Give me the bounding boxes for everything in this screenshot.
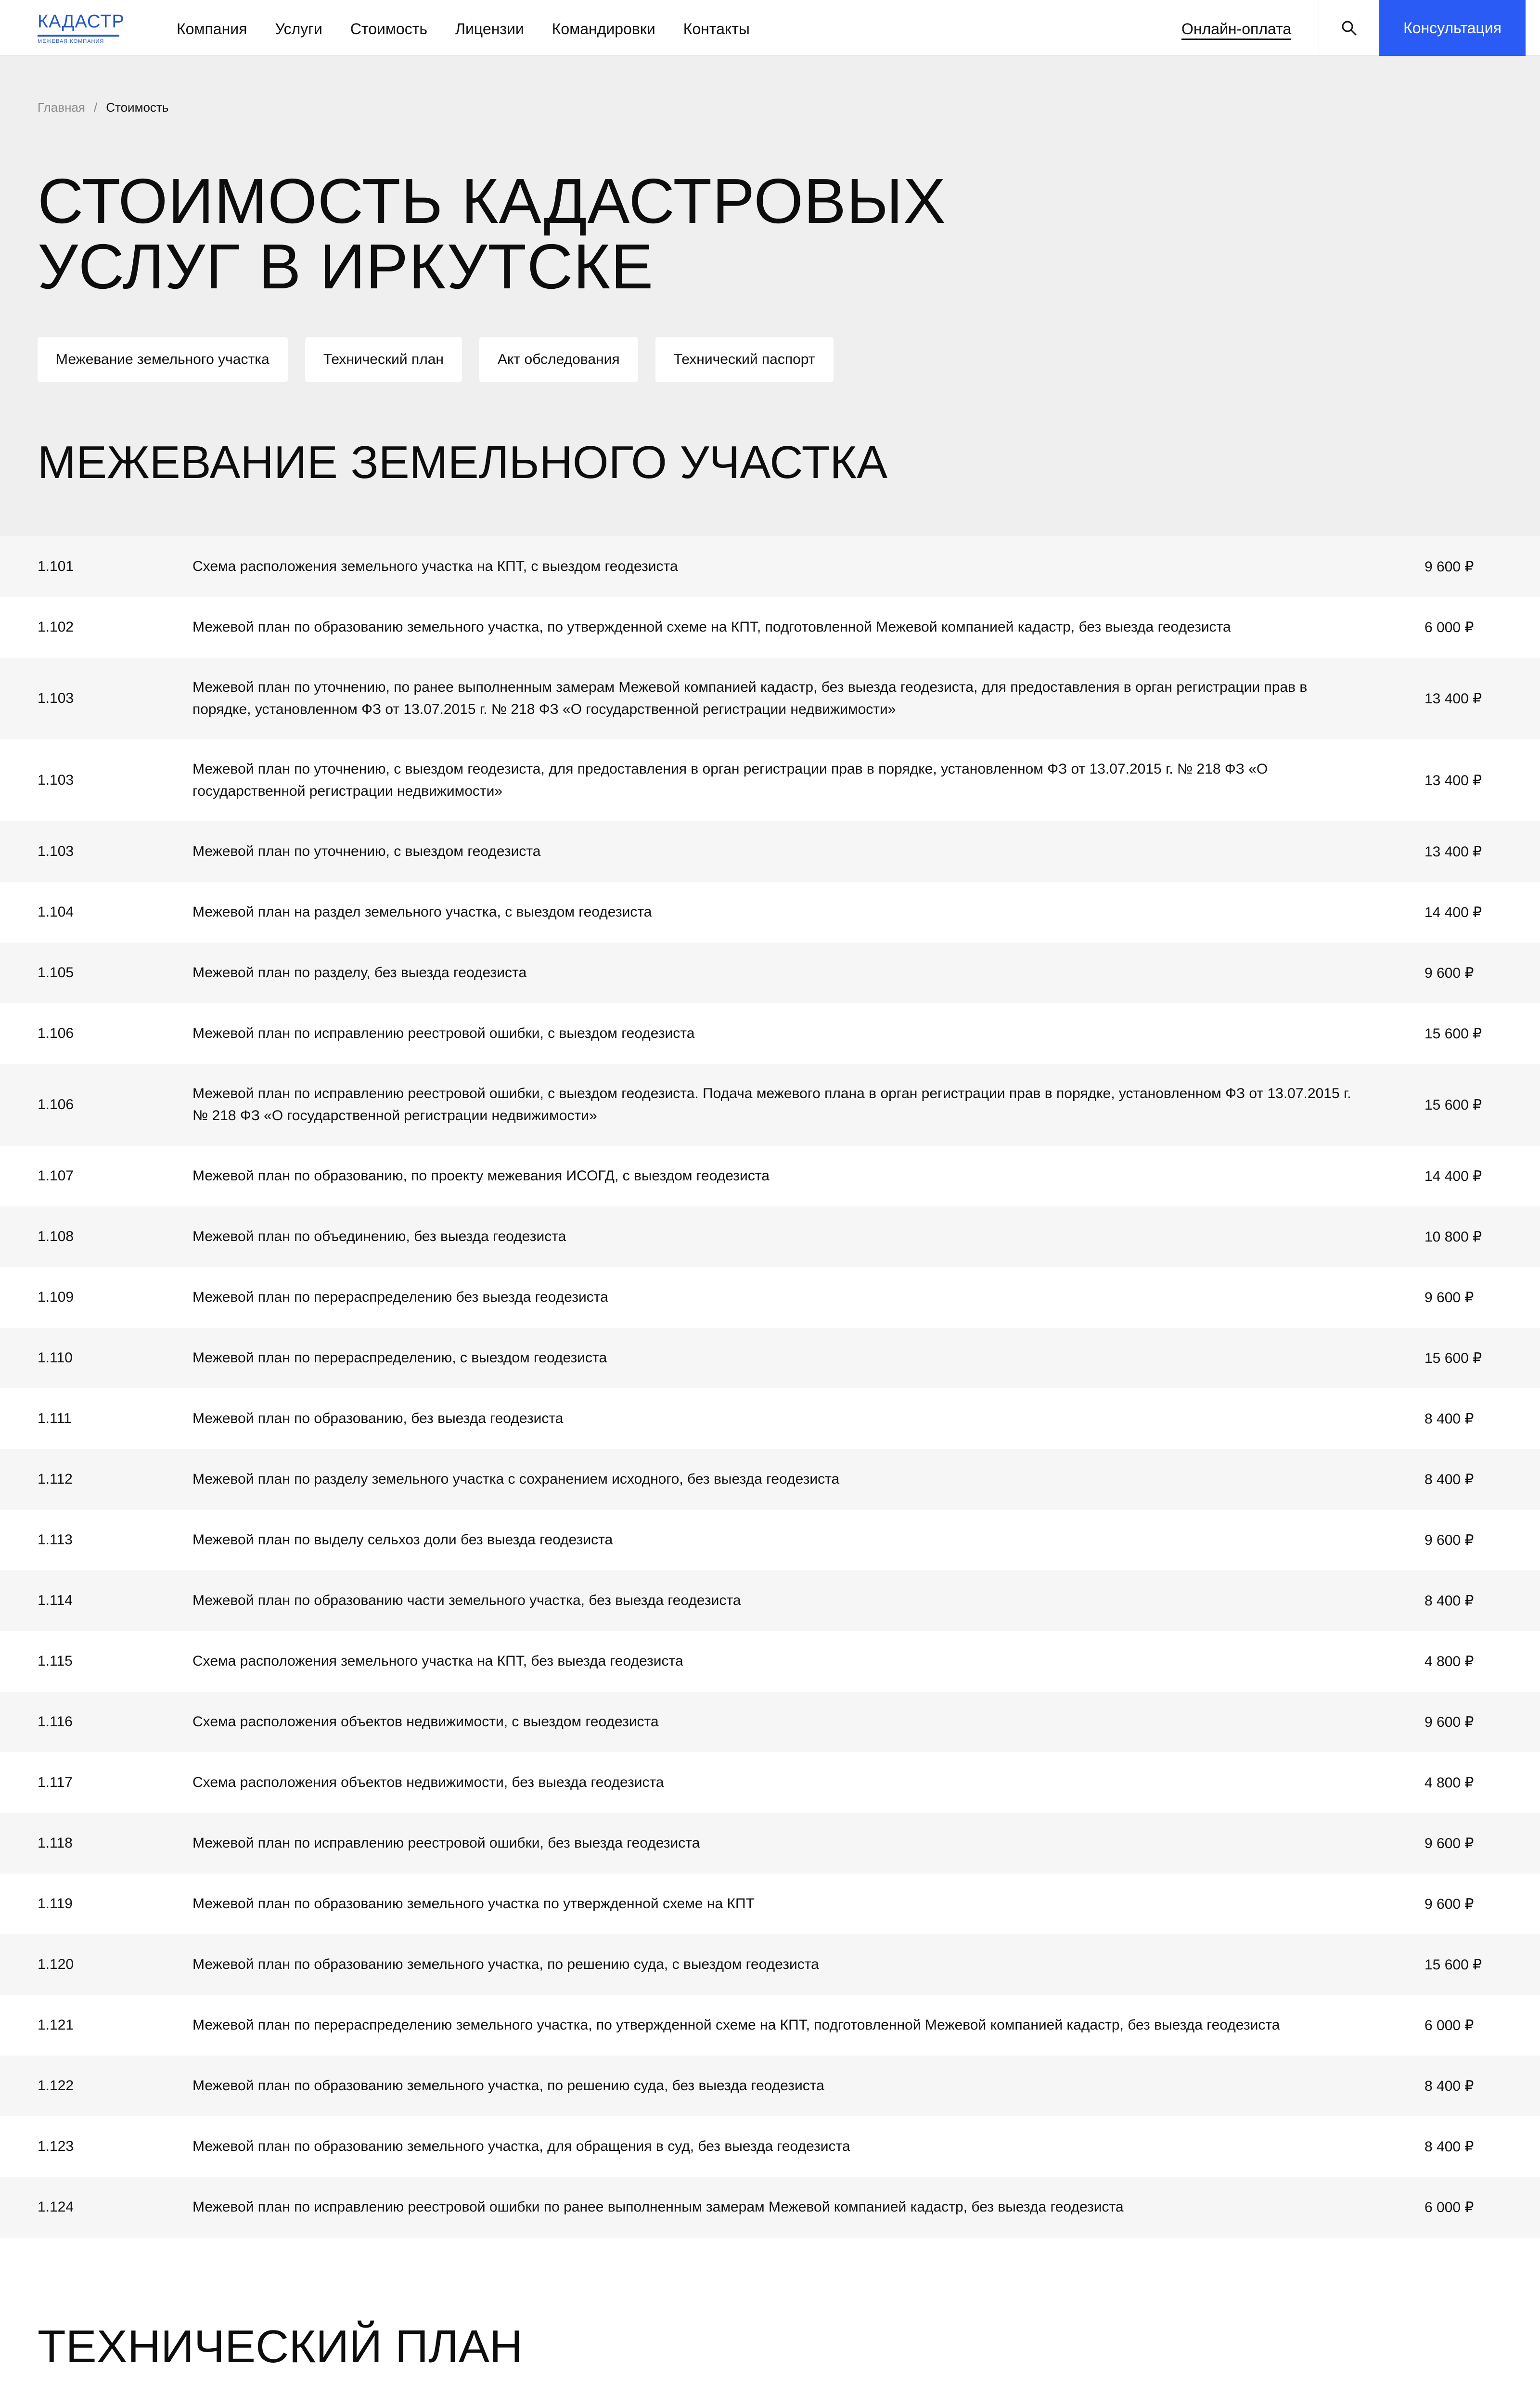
table-row[interactable] [0, 943, 1540, 1003]
online-payment-link[interactable]: Онлайн-оплата [1181, 19, 1291, 40]
category-filters [38, 337, 851, 382]
service-price: 15 600 ₽ [1424, 1956, 1482, 1973]
table-row[interactable] [0, 2177, 1540, 2238]
service-price: 6 000 ₽ [1424, 619, 1474, 635]
service-description: Межевой план по разделу, без выезда геодезиста [192, 965, 527, 981]
filter-land-survey[interactable]: Межевание земельного участка [38, 337, 288, 382]
table-row[interactable] [0, 1388, 1540, 1449]
service-description: Межевой план по образованию, по проекту межевания ИСОГД, с выездом геодезиста [192, 1168, 770, 1184]
filter-technical-plan[interactable]: Технический план [305, 337, 462, 382]
table-row[interactable] [0, 597, 1540, 658]
service-description: Межевой план по перераспределению земельного участка, по утвержденной схеме на КПТ, подготовленной Межевой компанией кадастр, без выезда геодезиста [192, 2017, 1280, 2033]
service-price: 4 800 ₽ [1424, 1774, 1474, 1791]
service-description: Межевой план по образованию земельного участка, для обращения в суд, без выезда геодезиста [192, 2138, 850, 2154]
service-description: Межевой план по перераспределению без выезда геодезиста [192, 1289, 608, 1305]
service-code: 1.122 [38, 2078, 74, 2094]
service-price: 9 600 ₽ [1424, 558, 1474, 575]
service-description: Межевой план по разделу земельного участка с сохранением исходного, без выезда геодезиста [192, 1471, 840, 1487]
table-row[interactable] [0, 1206, 1540, 1267]
service-code: 1.113 [38, 1532, 73, 1548]
consultation-button[interactable]: Консультация [1379, 0, 1526, 56]
price-table-land-survey [0, 536, 1540, 2238]
service-code: 1.104 [38, 904, 74, 920]
nav-item-prices[interactable]: Стоимость [350, 20, 428, 38]
site-header [0, 0, 1540, 56]
service-price: 13 400 ₽ [1424, 690, 1482, 707]
table-row[interactable] [0, 1328, 1540, 1388]
table-row[interactable] [0, 882, 1540, 943]
service-description: Межевой план по объединению, без выезда геодезиста [192, 1229, 566, 1244]
table-row[interactable] [0, 1003, 1540, 1064]
service-code: 1.120 [38, 1956, 74, 1972]
service-code: 1.106 [38, 1097, 74, 1113]
service-description: Межевой план по образованию части земельного участка, без выезда геодезиста [192, 1592, 741, 1608]
service-code: 1.105 [38, 965, 74, 981]
service-description: Межевой план по уточнению, с выездом геодезиста [192, 843, 541, 859]
service-description: Межевой план по образованию земельного участка по утвержденной схеме на КПТ [192, 1896, 755, 1912]
service-price: 9 600 ₽ [1424, 1835, 1474, 1851]
table-row[interactable] [0, 1510, 1540, 1570]
service-description: Схема расположения земельного участка на КПТ, с выездом геодезиста [192, 558, 678, 574]
table-row[interactable] [0, 1631, 1540, 1692]
service-code: 1.119 [38, 1896, 73, 1912]
service-code: 1.112 [38, 1471, 73, 1487]
service-code: 1.101 [38, 558, 74, 574]
section-title-technical-plan: ТЕХНИЧЕСКИЙ ПЛАН [38, 2321, 523, 2372]
service-code: 1.103 [38, 772, 74, 788]
service-description: Схема расположения объектов недвижимости, без выезда геодезиста [192, 1774, 664, 1790]
table-row[interactable] [0, 2116, 1540, 2177]
service-code: 1.123 [38, 2138, 74, 2154]
service-price: 15 600 ₽ [1424, 1350, 1482, 1366]
service-description: Межевой план по образованию земельного участка, по утвержденной схеме на КПТ, подготовленной Межевой компанией кадастр, без выезда геодезиста [192, 619, 1231, 635]
service-code: 1.124 [38, 2199, 74, 2215]
nav-item-company[interactable]: Компания [177, 20, 247, 38]
service-description: Межевой план по исправлению реестровой ошибки, без выезда геодезиста [192, 1835, 700, 1851]
service-price: 13 400 ₽ [1424, 843, 1482, 860]
breadcrumb-home[interactable]: Главная [38, 100, 85, 115]
table-row[interactable] [0, 1813, 1540, 1874]
breadcrumb [38, 100, 168, 115]
nav-item-trips[interactable]: Командировки [552, 20, 655, 38]
service-price: 8 400 ₽ [1424, 1471, 1474, 1488]
table-row[interactable] [0, 1064, 1540, 1146]
nav-item-services[interactable]: Услуги [275, 20, 322, 38]
service-code: 1.117 [38, 1774, 73, 1790]
table-row[interactable] [0, 1449, 1540, 1510]
table-row[interactable] [0, 1752, 1540, 1813]
service-code: 1.103 [38, 843, 74, 859]
service-price: 8 400 ₽ [1424, 2078, 1474, 2094]
logo-text: КАДАСТР [38, 9, 119, 37]
service-price: 6 000 ₽ [1424, 2199, 1474, 2215]
service-code: 1.110 [38, 1350, 73, 1366]
service-description: Межевой план по перераспределению, с выездом геодезиста [192, 1350, 607, 1366]
service-price: 9 600 ₽ [1424, 1714, 1474, 1730]
service-description: Межевой план по уточнению, с выездом геодезиста, для предоставления в орган регистрации прав в порядке, установленном ФЗ от 13.07.2015 г. № 218 ФЗ «О государственной регистрации недвижимости» [192, 761, 1268, 799]
service-code: 1.114 [38, 1592, 73, 1608]
service-description: Межевой план по исправлению реестровой ошибки, с выездом геодезиста [192, 1025, 695, 1041]
service-code: 1.116 [38, 1714, 73, 1730]
service-code: 1.103 [38, 690, 74, 706]
service-code: 1.115 [38, 1653, 73, 1669]
service-code: 1.109 [38, 1289, 74, 1305]
table-row[interactable] [0, 1934, 1540, 1995]
service-description: Межевой план по выделу сельхоз доли без выезда геодезиста [192, 1532, 613, 1548]
logo[interactable] [38, 9, 125, 45]
service-price: 10 800 ₽ [1424, 1229, 1482, 1245]
service-price: 8 400 ₽ [1424, 2138, 1474, 2155]
service-description: Межевой план на раздел земельного участка, с выездом геодезиста [192, 904, 652, 920]
service-price: 9 600 ₽ [1424, 1896, 1474, 1912]
service-code: 1.111 [38, 1411, 72, 1426]
nav-item-contacts[interactable]: Контакты [683, 20, 750, 38]
service-price: 4 800 ₽ [1424, 1653, 1474, 1669]
table-row[interactable] [0, 1874, 1540, 1934]
service-price: 14 400 ₽ [1424, 1168, 1482, 1184]
table-row[interactable] [0, 1692, 1540, 1752]
table-row[interactable] [0, 739, 1540, 821]
service-price: 8 400 ₽ [1424, 1411, 1474, 1427]
table-row[interactable] [0, 1995, 1540, 2056]
service-price: 6 000 ₽ [1424, 2017, 1474, 2033]
service-price: 9 600 ₽ [1424, 1289, 1474, 1306]
service-code: 1.106 [38, 1025, 74, 1041]
service-price: 15 600 ₽ [1424, 1097, 1482, 1113]
breadcrumb-separator: / [93, 100, 98, 115]
service-price: 9 600 ₽ [1424, 1532, 1474, 1548]
table-row[interactable] [0, 658, 1540, 739]
breadcrumb-current: Стоимость [106, 100, 169, 115]
service-price: 13 400 ₽ [1424, 772, 1482, 789]
service-code: 1.108 [38, 1229, 74, 1244]
service-code: 1.121 [38, 2017, 74, 2033]
main-nav [177, 19, 778, 39]
service-description: Межевой план по образованию земельного участка, по решению суда, без выезда геодезиста [192, 2078, 824, 2094]
service-price: 9 600 ₽ [1424, 965, 1474, 981]
service-code: 1.118 [38, 1835, 73, 1851]
search-button[interactable] [1319, 0, 1379, 56]
table-row[interactable] [0, 1146, 1540, 1206]
search-icon [1341, 20, 1357, 36]
service-price: 8 400 ₽ [1424, 1592, 1474, 1609]
service-description: Межевой план по образованию, без выезда геодезиста [192, 1411, 564, 1426]
service-description: Межевой план по образованию земельного участка, по решению суда, с выездом геодезиста [192, 1956, 819, 1972]
table-row[interactable] [0, 821, 1540, 882]
service-description: Межевой план по исправлению реестровой ошибки по ранее выполненным замерам Межевой компанией кадастр, без выезда геодезиста [192, 2199, 1124, 2215]
service-description: Межевой план по исправлению реестровой ошибки, с выездом геодезиста. Подача межевого плана в орган регистрации прав в порядке, установленном ФЗ от 13.07.2015 г. № 218 ФЗ «О государственной регистрации недвижимости» [192, 1086, 1351, 1124]
hero-section [0, 56, 1540, 536]
service-code: 1.107 [38, 1168, 74, 1184]
service-description: Межевой план по уточнению, по ранее выполненным замерам Межевой компанией кадастр, без выезда геодезиста, для предоставления в орган регистрации прав в порядке, установленном ФЗ от 13.07.2015 г. № 218 ФЗ «О государственной регистрации недвижимости» [192, 679, 1308, 717]
filter-technical-passport[interactable]: Технический паспорт [655, 337, 834, 382]
table-row[interactable] [0, 2056, 1540, 2116]
service-description: Схема расположения земельного участка на КПТ, без выезда геодезиста [192, 1653, 683, 1669]
service-price: 14 400 ₽ [1424, 904, 1482, 920]
page-title: СТОИМОСТЬ КАДАСТРОВЫХ УСЛУГ В ИРКУТСКЕ [38, 166, 946, 302]
table-row[interactable] [0, 536, 1540, 597]
logo-subtitle: МЕЖЕВАЯ КОМПАНИЯ [38, 39, 104, 44]
table-row[interactable] [0, 1570, 1540, 1631]
service-price: 15 600 ₽ [1424, 1025, 1482, 1042]
table-row[interactable] [0, 1267, 1540, 1328]
service-code: 1.102 [38, 619, 74, 635]
section-title-land-survey: МЕЖЕВАНИЕ ЗЕМЕЛЬНОГО УЧАСТКА [38, 437, 888, 488]
filter-inspection-act[interactable]: Акт обследования [479, 337, 638, 382]
nav-item-licenses[interactable]: Лицензии [455, 20, 524, 38]
service-description: Схема расположения объектов недвижимости, с выездом геодезиста [192, 1714, 659, 1730]
